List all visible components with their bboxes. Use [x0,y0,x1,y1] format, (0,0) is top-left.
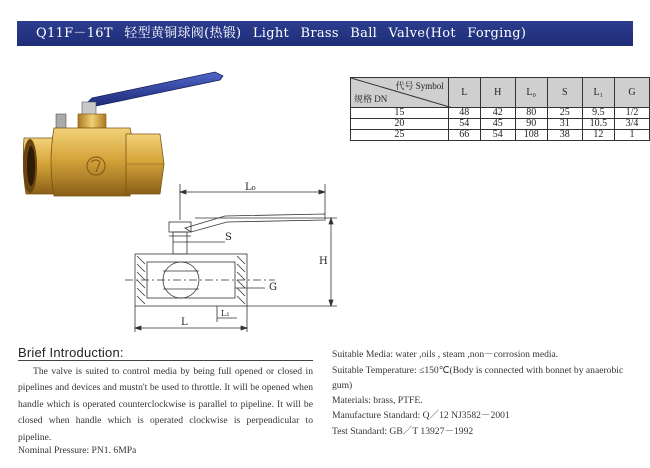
table-row [351,119,650,130]
property-test-standard: Test Standard: GB／T 13927－1992 [332,425,474,437]
column-header: L [448,78,480,108]
value-cell: 12 [582,130,614,141]
size-cell: 15 [351,108,449,119]
product-name-en: Light Brass Ball Valve(Hot Forging) [252,26,527,41]
property-media: Suitable Media: water ,oils , steam ,non－corrosion media. [332,349,559,360]
property-temperature: Suitable Temperature: ≤150℃(Body is connected with bonnet by anaerobic gum) [332,364,624,391]
table-row [351,108,650,119]
value-cell: 54 [480,130,515,141]
property-materials: Materials: brass, PTFE. [332,394,423,406]
value-cell: 38 [547,130,582,141]
symbol-label: 代号 Symbol [395,81,444,91]
dim-label-g: G [269,282,277,293]
column-header: L₁ [582,78,614,108]
nominal-pressure: Nominal Pressure: PN1. 6MPa [18,445,137,456]
properties-list [332,347,637,439]
column-header: S [547,78,582,108]
size-cell: 25 [351,130,449,141]
dim-label-l0: L₀ [245,182,256,193]
dim-label-l1: L₁ [221,309,230,318]
table-row [351,130,650,141]
dim-label-h: H [319,256,328,267]
intro-heading: Brief Introduction: [18,345,124,360]
size-cell: 20 [351,119,449,130]
value-cell: 45 [480,119,515,130]
value-cell: 3/4 [615,119,650,130]
column-header: G [615,78,650,108]
value-cell: 1 [615,130,650,141]
intro-divider [18,360,313,361]
value-cell: 66 [448,130,480,141]
product-name-cn: 轻型黄铜球阀(热锻) [124,26,242,41]
column-header: H [480,78,515,108]
column-header: L₀ [515,78,547,108]
value-cell: 25 [547,108,582,119]
property-manufacture-standard: Manufacture Standard: Q／12 NJ3582－2001 [332,410,510,422]
value-cell: 108 [515,130,547,141]
product-code: Q11F－16T [36,26,113,41]
value-cell: 1/2 [615,108,650,119]
value-cell: 10.5 [582,119,614,130]
dim-label-s: S [225,232,232,243]
dim-label-l: L [181,317,188,328]
value-cell: 48 [448,108,480,119]
value-cell: 31 [547,119,582,130]
valve-section-drawing [125,180,345,340]
value-cell: 42 [480,108,515,119]
spec-table-header [351,78,650,108]
value-cell: 90 [515,119,547,130]
spec-table [350,77,650,141]
size-label: 规格 DN [354,94,388,104]
value-cell: 54 [448,119,480,130]
title-bar [17,21,633,46]
diagonal-header-cell [351,78,449,108]
value-cell: 9.5 [582,108,614,119]
intro-text: The valve is suited to control media by being full opened or closed in pipelines and devices and mustn't be used to throttle. It will be opened when handle which is operated counterclockwise is parallel to pipeline. It will be closed when handle which is operated clockwise is perpendicular to pipeline. [18,366,313,443]
value-cell: 80 [515,108,547,119]
